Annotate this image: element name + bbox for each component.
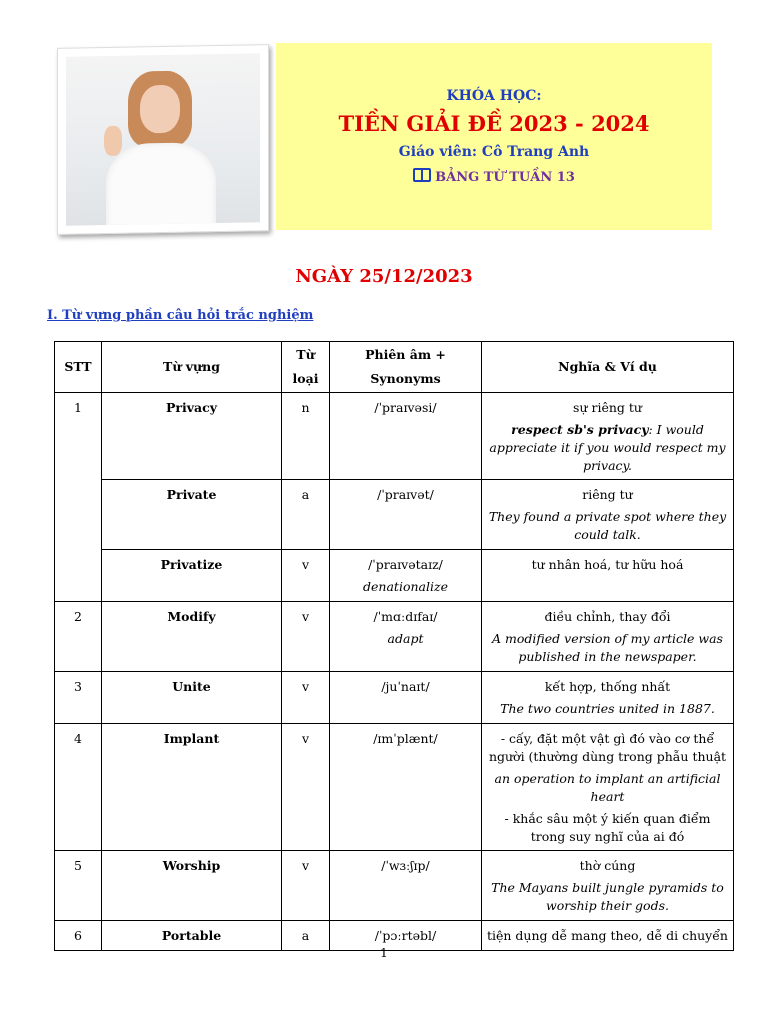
ipa-cell: /juˈnaɪt/ <box>330 672 482 724</box>
table-row <box>55 851 734 921</box>
pos-cell: v <box>282 672 330 724</box>
word-cell: Privacy <box>102 393 282 480</box>
meaning-cell: - cấy, đặt một vật gì đó vào cơ thể người (thường dùng trong phẫu thuật an operation to implant an artificial heart - khắc sâu một ý kiến quan điểm trong suy nghĩ của ai đó <box>482 724 734 851</box>
meaning-cell: riêng tư They found a private spot where they could talk. <box>482 480 734 550</box>
ipa-cell: /ˈmɑːdɪfaɪ/ adapt <box>330 602 482 672</box>
meaning-cell: kết hợp, thống nhất The two countries united in 1887. <box>482 672 734 724</box>
book-icon <box>413 168 431 182</box>
teacher-photo-frame <box>57 44 269 235</box>
ipa-cell: /ˈwɜːʃɪp/ <box>330 851 482 921</box>
ipa-cell: /ɪmˈplænt/ <box>330 724 482 851</box>
teacher-photo <box>66 53 260 225</box>
table-row <box>55 480 734 550</box>
header-meaning: Nghĩa & Ví dụ <box>482 342 734 393</box>
stt-cell: 5 <box>55 851 102 921</box>
header-phonetic: Phiên âm + Synonyms <box>330 342 482 393</box>
table-row <box>55 724 734 851</box>
page-number: 1 <box>380 946 388 960</box>
table-row <box>55 672 734 724</box>
meaning-cell: thờ cúng The Mayans built jungle pyramids to worship their gods. <box>482 851 734 921</box>
stt-cell: 1 <box>55 393 102 602</box>
ipa-cell: /ˈpraɪvətaɪz/ denationalize <box>330 550 482 602</box>
table-row <box>55 393 734 480</box>
course-title: TIỀN GIẢI ĐỀ 2023 - 2024 <box>338 111 650 136</box>
stt-cell: 6 <box>55 921 102 951</box>
word-cell: Unite <box>102 672 282 724</box>
date-title: NGÀY 25/12/2023 <box>295 266 473 287</box>
stt-cell: 2 <box>55 602 102 672</box>
table-header-row <box>55 342 734 393</box>
pos-cell: a <box>282 921 330 951</box>
stt-cell: 3 <box>55 672 102 724</box>
word-cell: Privatize <box>102 550 282 602</box>
stt-cell: 4 <box>55 724 102 851</box>
vocabulary-table <box>54 341 734 951</box>
word-cell: Implant <box>102 724 282 851</box>
section-title: I. Từ vựng phần câu hỏi trắc nghiệm <box>47 308 314 323</box>
header-pos: Từ loại <box>282 342 330 393</box>
pos-cell: a <box>282 480 330 550</box>
week-label: BẢNG TỪ TUẦN 13 <box>276 168 712 185</box>
course-banner <box>276 43 712 230</box>
pos-cell: v <box>282 602 330 672</box>
header-word: Từ vựng <box>102 342 282 393</box>
teacher-name: Giáo viên: Cô Trang Anh <box>398 144 590 160</box>
meaning-cell: tiện dụng dễ mang theo, dễ di chuyển <box>482 921 734 951</box>
word-cell: Worship <box>102 851 282 921</box>
word-cell: Modify <box>102 602 282 672</box>
pos-cell: v <box>282 550 330 602</box>
ipa-cell: /ˈpɔːrtəbl/ <box>330 921 482 951</box>
pos-cell: v <box>282 851 330 921</box>
meaning-cell: điều chỉnh, thay đổi A modified version of my article was published in the newspaper. <box>482 602 734 672</box>
ipa-cell: /ˈpraɪvət/ <box>330 480 482 550</box>
word-cell: Private <box>102 480 282 550</box>
table-row <box>55 550 734 602</box>
table-row <box>55 602 734 672</box>
pos-cell: v <box>282 724 330 851</box>
word-cell: Portable <box>102 921 282 951</box>
pos-cell: n <box>282 393 330 480</box>
course-label: KHÓA HỌC: <box>446 88 542 104</box>
header-stt: STT <box>55 342 102 393</box>
ipa-cell: /ˈpraɪvəsi/ <box>330 393 482 480</box>
meaning-cell: sự riêng tư respect sb's privacy: I would appreciate it if you would respect my privacy. <box>482 393 734 480</box>
meaning-cell: tư nhân hoá, tư hữu hoá <box>482 550 734 602</box>
